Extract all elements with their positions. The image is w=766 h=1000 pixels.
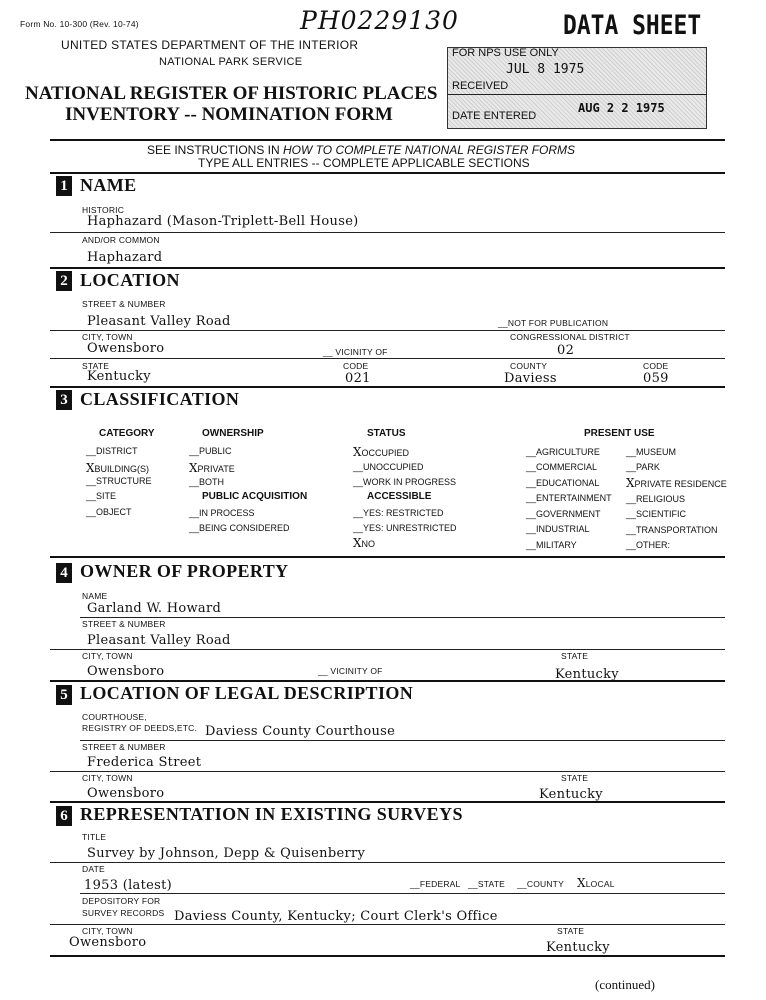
use-private-residence: XPRIVATE RESIDENCE: [626, 476, 727, 490]
section-title-classification: CLASSIFICATION: [80, 389, 240, 409]
use-religious: __RELIGIOUS: [626, 494, 686, 504]
category-district: __DISTRICT: [86, 446, 138, 456]
received-date: JUL 8 1975: [506, 62, 585, 77]
survey-state-label: STATE: [557, 926, 585, 936]
survey-title-field: Survey by Johnson, Depp & Quisenberry: [87, 846, 366, 861]
legal-street-label: STREET & NUMBER: [82, 742, 166, 752]
category-site: __SITE: [86, 491, 117, 501]
survey-state: __STATE: [468, 879, 505, 889]
section-title-name: NAME: [80, 175, 137, 195]
status-work-in-progress: __WORK IN PROGRESS: [353, 477, 457, 487]
use-government: __GOVERNMENT: [526, 509, 601, 519]
form-title-line2: INVENTORY -- NOMINATION FORM: [65, 104, 393, 125]
department-name: UNITED STATES DEPARTMENT OF THE INTERIOR: [61, 38, 359, 52]
code-label: CODE: [343, 361, 369, 371]
county-code-label: CODE: [643, 361, 669, 371]
section-number: 5: [56, 685, 72, 705]
accessible-no: XNO: [353, 536, 376, 550]
form-title-line1: NATIONAL REGISTER OF HISTORIC PLACES: [25, 83, 438, 104]
street-label: STREET & NUMBER: [82, 299, 166, 309]
survey-federal: __FEDERAL: [410, 879, 461, 889]
date-entered-label: DATE ENTERED: [452, 110, 537, 122]
category-structure: __STRUCTURE: [86, 476, 152, 486]
survey-title-label: TITLE: [82, 832, 107, 842]
owner-city-label: CITY, TOWN: [82, 651, 133, 661]
city-field: Owensboro: [87, 341, 165, 356]
checkmark: X: [189, 461, 198, 475]
use-commercial: __COMMERCIAL: [526, 462, 598, 472]
use-military: __MILITARY: [526, 540, 577, 550]
acquisition-being-considered: __BEING CONSIDERED: [189, 523, 290, 533]
nps-use-label: FOR NPS USE ONLY: [452, 47, 559, 59]
survey-local: XLOCAL: [577, 876, 615, 890]
category-building: XBUILDING(S): [86, 461, 150, 475]
handwritten-id: PH0229130: [300, 6, 459, 35]
accessible-restricted: __YES: RESTRICTED: [353, 508, 444, 518]
checkmark: X: [86, 461, 95, 475]
depository-label1: DEPOSITORY FOR: [82, 896, 161, 906]
section-title-surveys: REPRESENTATION IN EXISTING SURVEYS: [80, 804, 463, 824]
county-code-field: 059: [643, 371, 669, 386]
survey-date-field: 1953 (latest): [84, 878, 172, 893]
legal-state-field: Kentucky: [539, 787, 603, 802]
owner-state-field: Kentucky: [555, 667, 619, 682]
vicinity-label: __ VICINITY OF: [323, 347, 388, 357]
instructions-line1: SEE INSTRUCTIONS IN HOW TO COMPLETE NATIONAL REGISTER FORMS: [147, 143, 576, 157]
not-for-publication: __NOT FOR PUBLICATION: [498, 318, 609, 328]
data-sheet-stamp: DATA SHEET: [563, 10, 702, 41]
accessible-heading: ACCESSIBLE: [367, 491, 432, 502]
status-heading: STATUS: [367, 428, 406, 439]
continued-note: (continued): [595, 977, 655, 992]
depository-label2: SURVEY RECORDS: [82, 908, 165, 918]
section-title-location: LOCATION: [80, 270, 180, 290]
section-number: 3: [56, 390, 72, 410]
owner-state-label: STATE: [561, 651, 589, 661]
use-industrial: __INDUSTRIAL: [526, 524, 590, 534]
instructions-line2: TYPE ALL ENTRIES -- COMPLETE APPLICABLE SECTIONS: [198, 156, 530, 170]
checkmark: X: [353, 536, 362, 550]
use-museum: __MUSEUM: [626, 447, 677, 457]
service-name: NATIONAL PARK SERVICE: [159, 56, 303, 68]
ownership-public: __PUBLIC: [189, 446, 232, 456]
section-number: 1: [56, 176, 72, 196]
category-object: __OBJECT: [86, 507, 132, 517]
use-entertainment: __ENTERTAINMENT: [526, 493, 612, 503]
street-field: Pleasant Valley Road: [87, 314, 231, 329]
section-number: 2: [56, 271, 72, 291]
owner-city-field: Owensboro: [87, 664, 165, 679]
congressional-district-field: 02: [557, 343, 575, 358]
owner-vicinity-label: __ VICINITY OF: [318, 666, 383, 676]
use-scientific: __SCIENTIFIC: [626, 509, 687, 519]
depository-field: Daviess County, Kentucky; Court Clerk's Office: [174, 909, 498, 924]
acquisition-in-process: __IN PROCESS: [189, 508, 255, 518]
registry-label: REGISTRY OF DEEDS,ETC.: [82, 723, 198, 733]
date-entered-value: AUG 2 2 1975: [578, 101, 665, 115]
ownership-private: XPRIVATE: [189, 461, 235, 475]
state-code-field: 021: [345, 371, 371, 386]
county-field: Daviess: [504, 371, 557, 386]
common-name-field: Haphazard: [87, 250, 163, 265]
owner-street-field: Pleasant Valley Road: [87, 633, 231, 648]
owner-name-field: Garland W. Howard: [87, 601, 222, 616]
ownership-heading: OWNERSHIP: [202, 428, 264, 439]
use-educational: __EDUCATIONAL: [526, 478, 600, 488]
state-field: Kentucky: [87, 369, 151, 384]
survey-state-field: Kentucky: [546, 940, 610, 955]
legal-city-label: CITY, TOWN: [82, 773, 133, 783]
status-occupied: XOCCUPIED: [353, 445, 410, 459]
present-use-heading: PRESENT USE: [584, 428, 655, 439]
status-unoccupied: __UNOCCUPIED: [353, 462, 424, 472]
checkmark: X: [353, 445, 362, 459]
survey-city-label: CITY, TOWN: [82, 926, 133, 936]
courthouse-field: Daviess County Courthouse: [205, 724, 396, 739]
ownership-both: __BOTH: [189, 477, 225, 487]
owner-street-label: STREET & NUMBER: [82, 619, 166, 629]
received-label: RECEIVED: [452, 80, 509, 92]
owner-name-label: NAME: [82, 591, 108, 601]
state-label: STATE: [82, 361, 110, 371]
form-number: Form No. 10-300 (Rev. 10-74): [20, 19, 139, 29]
section-title-legal-description: LOCATION OF LEGAL DESCRIPTION: [80, 683, 414, 703]
use-transportation: __TRANSPORTATION: [626, 525, 718, 535]
accessible-unrestricted: __YES: UNRESTRICTED: [353, 523, 457, 533]
city-label: CITY, TOWN: [82, 332, 133, 342]
common-label: AND/OR COMMON: [82, 235, 160, 245]
category-heading: CATEGORY: [99, 428, 155, 439]
survey-date-label: DATE: [82, 864, 105, 874]
use-park: __PARK: [626, 462, 660, 472]
historic-label: HISTORIC: [82, 205, 125, 215]
county-label: COUNTY: [510, 361, 548, 371]
survey-city-field: Owensboro: [69, 935, 147, 950]
legal-city-field: Owensboro: [87, 786, 165, 801]
congressional-district-label: CONGRESSIONAL DISTRICT: [510, 332, 630, 342]
section-number: 6: [56, 806, 72, 826]
historic-name-field: Haphazard (Mason-Triplett-Bell House): [87, 214, 359, 229]
public-acquisition-heading: PUBLIC ACQUISITION: [202, 491, 308, 502]
section-number: 4: [56, 563, 72, 583]
use-agriculture: __AGRICULTURE: [526, 447, 600, 457]
survey-county: __COUNTY: [517, 879, 564, 889]
legal-street-field: Frederica Street: [87, 755, 202, 770]
courthouse-label: COURTHOUSE,: [82, 712, 147, 722]
checkmark: X: [626, 476, 635, 490]
use-other: __OTHER:: [626, 540, 671, 550]
legal-state-label: STATE: [561, 773, 589, 783]
section-title-owner: OWNER OF PROPERTY: [80, 561, 289, 581]
